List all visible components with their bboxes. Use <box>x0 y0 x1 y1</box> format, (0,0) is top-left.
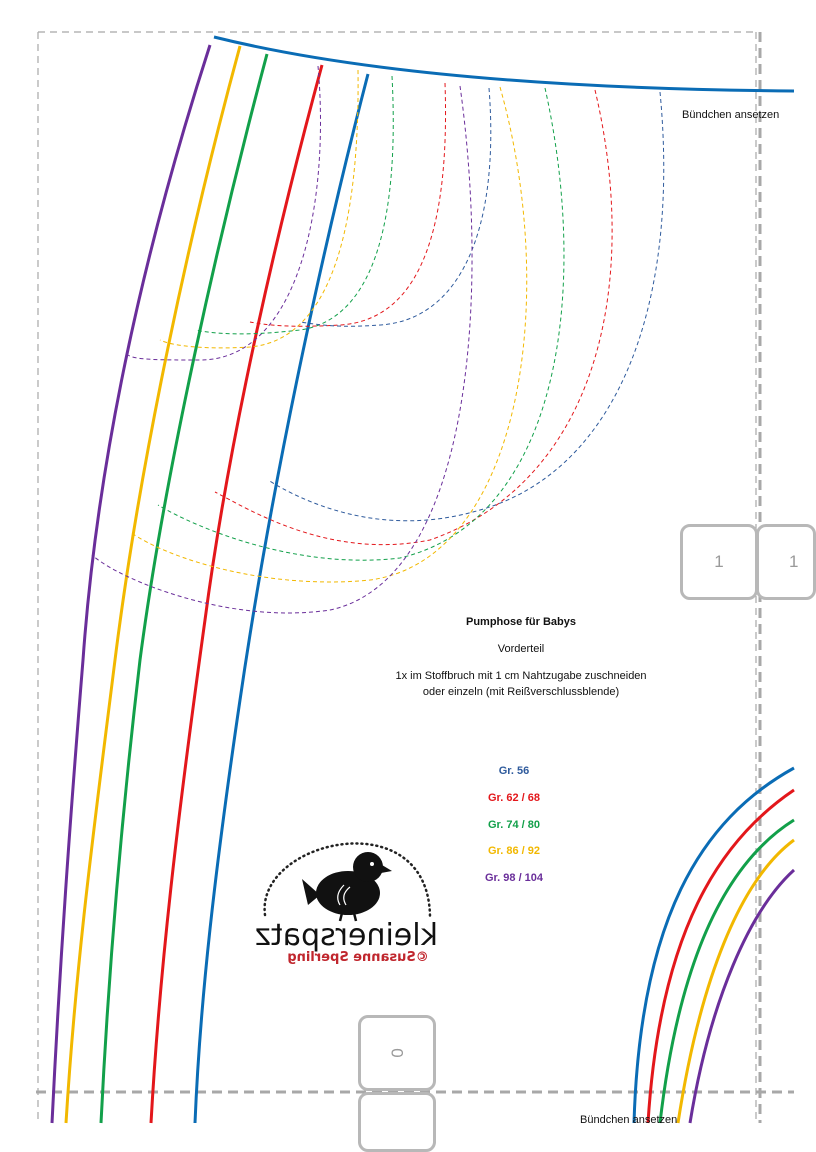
pocket-curve-blue-2 <box>268 92 664 521</box>
pattern-piece: Vorderteil <box>497 643 545 655</box>
leg-curve-56 <box>634 768 794 1123</box>
page-marker-bottom-partial <box>358 1092 436 1152</box>
pattern-instruction-1: 1x im Stoffbruch mit 1 cm Nahtzugabe zuschneiden <box>395 670 647 682</box>
waistline <box>214 37 794 91</box>
size-label-86-92: Gr. 86 / 92 <box>488 845 540 857</box>
page-marker-bottom <box>358 1015 436 1091</box>
leg-curve-86-92 <box>678 840 794 1123</box>
pocket-curve-green-2 <box>158 88 564 560</box>
pocket-curve-purple-2 <box>92 86 472 613</box>
size-label-98-104: Gr. 98 / 104 <box>484 872 544 884</box>
logo-mark <box>265 843 430 921</box>
pocket-curve-blue-1 <box>300 88 491 326</box>
page-marker-right: 1 <box>680 524 758 600</box>
rise-line-98-104 <box>52 45 210 1123</box>
cuff-label-bottom: Bündchen ansetzen <box>580 1114 678 1126</box>
page-marker-bottom-label: 0 <box>388 1048 407 1058</box>
size-label-74-80: Gr. 74 / 80 <box>488 819 540 831</box>
size-label-62-68: Gr. 62 / 68 <box>488 792 540 804</box>
logo-author: ©Susanne Sperling <box>287 950 429 965</box>
rise-line-86-92 <box>66 46 240 1123</box>
page-marker-right-partial <box>756 524 816 600</box>
pattern-title: Pumphose für Babys <box>465 616 577 628</box>
size-label-56: Gr. 56 <box>498 765 530 777</box>
leg-curves <box>634 768 794 1123</box>
page-marker-right-partial-label: 1 <box>789 552 799 571</box>
pocket-curve-green-1 <box>195 76 393 334</box>
pocket-curve-red-1 <box>250 83 446 326</box>
cuff-label-top: Bündchen ansetzen <box>682 109 780 121</box>
sparrow-icon <box>302 852 392 921</box>
leg-curve-62-68 <box>648 790 794 1123</box>
logo-brand: kleinerspatz <box>255 918 438 953</box>
leg-curve-74-80 <box>660 820 794 1123</box>
pattern-instruction-2: oder einzeln (mit Reißverschlussblende) <box>422 686 620 698</box>
